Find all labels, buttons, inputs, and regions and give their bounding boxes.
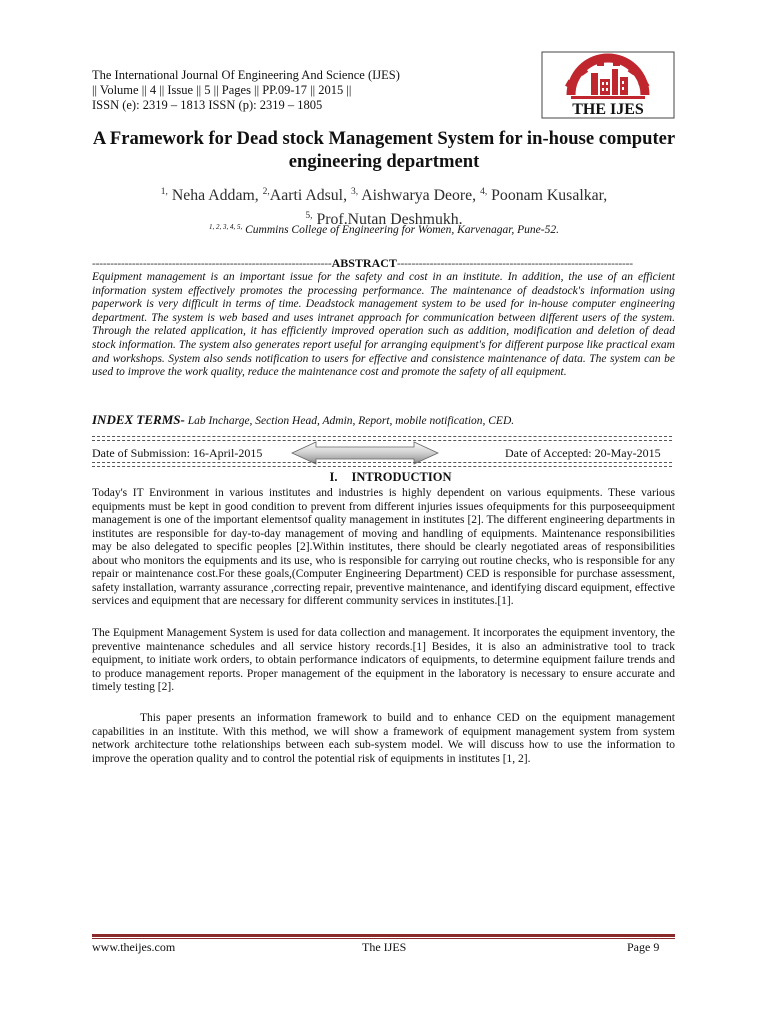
abstract-title: ABSTRACT <box>331 256 397 270</box>
section-heading <box>92 470 675 485</box>
author-2-sup: 2, <box>262 187 270 197</box>
journal-issn: ISSN (e): 2319 – 1813 ISSN (p): 2319 – 1805 <box>92 98 323 112</box>
divider-bottom <box>92 462 672 463</box>
author-4: Poonam Kusalkar, <box>491 187 608 204</box>
page-number: Page 9 <box>627 940 660 954</box>
footer-website[interactable]: www.theijes.com <box>92 940 176 954</box>
index-terms <box>92 413 675 428</box>
paragraph-3: This paper presents an information framework to build and to enhance CED on the equipment management capabilities in an institute. With this method, we will show a framework of equipment management system from system network architecture tothe relationships between each sub-system model. We will discuss how to use the information to improve the operation quality and to control the potential risk of equipments in institutes [1, 2]. <box>92 712 675 765</box>
footer-rule <box>92 934 675 937</box>
logo-text: THE IJES <box>572 101 644 118</box>
ijes-logo <box>541 51 675 119</box>
affiliation-sup: 1, 2, 3, 4, 5, <box>208 223 243 231</box>
affiliation <box>60 220 708 237</box>
abstract-body: Equipment management is an important issue for the safety and cost in an institute. In addition, the use of an efficient information system effectively promotes the processing performance. The maintenance of deadstock's information using paperwork is very difficult in terms of time. Deadstock management system to be used for in-house computer engineering department. The system is web based and uses intranet approach for communication between different users of the system. Through the related application, it has efficiently improved operation such as addition, modification and deletion of dead stock information. The system also generates report useful for arranging equipment's for different purpose like practical exam and workshops. System also sends notification to users for effective and consistence maintenance of data. The system can be used to improve the work quality, reduce the maintenance cost and promote the safety of all equipment. <box>92 271 675 379</box>
index-terms-values: Lab Incharge, Section Head, Admin, Report, mobile notification, CED. <box>187 415 515 427</box>
footer-journal: The IJES <box>362 940 407 954</box>
author-1: Neha Addam, <box>171 187 259 204</box>
index-terms-label: INDEX TERMS- <box>92 412 185 427</box>
author-4-sup: 4, <box>480 187 488 197</box>
paper-title: A Framework for Dead stock Management System for in-house computer engineering department <box>92 128 676 172</box>
paragraph-2: The Equipment Management System is used for data collection and management. It incorporates the equipment inventory, the preventive maintenance schedules and all service history records.[1] Besides, it is also an administrative tool to track equipment, to initiate work orders, to obtain performance indicators of equipments, to determine equipment failure trends and to produce management reports. Proper management of the equipment in the laboratory is necessary to ensure accurate and timely testing [2]. <box>92 627 675 693</box>
abstract-heading <box>92 256 672 271</box>
affiliation-text: Cummins College of Engineering for Women, Karvenagar, Pune-52. <box>245 224 559 236</box>
author-5: Prof.Nutan Deshmukh. <box>316 211 463 228</box>
divider-top <box>92 436 672 437</box>
abstract-dash-left: ------------------------------------------------------------------ <box>92 258 332 270</box>
author-3-sup: 3, <box>350 187 359 197</box>
journal-info <box>92 68 400 113</box>
author-2: Aarti Adsul, <box>269 187 348 204</box>
paragraph-1: Today's IT Environment in various institutes and industries is highly dependent on various equipments. These various equipments must be kept in good condition to prevent from different injuries issues ofequipments for this purposeequipment management is one of the important elementsof quality management in institutes [2]. The different engineering departments in institutes are responsible for day-to-day management of moving and handling of equipments. Maintenance responsibilities may be also delegated to specific peoples [2].Within institutes, there should be clearly negotiated areas of responsibilities about who monitors the equipments and its use, who is responsible for carrying out routine checks, who is responsible for any repair or maintenance cost.For these goals,(Computer Engineering Department) CED is responsible for purchase assessment, safety installation, warranty assurance ,correcting repair, preventive maintenance, and identifying discard equipment, effective services and equipment that are necessary for different community services in institutes.[1]. <box>92 487 675 607</box>
journal-volume: || Volume || 4 || Issue || 5 || Pages || PP.09-17 || 2015 || <box>92 83 352 97</box>
divider-bottom-2 <box>92 466 672 467</box>
author-5-sup: 5, <box>305 211 313 221</box>
journal-name: The International Journal Of Engineering And Science (IJES) <box>92 68 400 82</box>
abstract-dash-right: ----------------------------------------------------------------- <box>396 258 633 270</box>
author-3: Aishwarya Deore, <box>361 187 477 204</box>
section-number: I. <box>329 470 338 484</box>
accepted-date: Date of Accepted: 20-May-2015 <box>505 446 661 460</box>
submission-date: Date of Submission: 16-April-2015 <box>92 446 263 460</box>
section-title: INTRODUCTION <box>351 470 452 484</box>
footer-rule-thin <box>92 938 675 939</box>
author-1-sup: 1, <box>160 187 168 197</box>
